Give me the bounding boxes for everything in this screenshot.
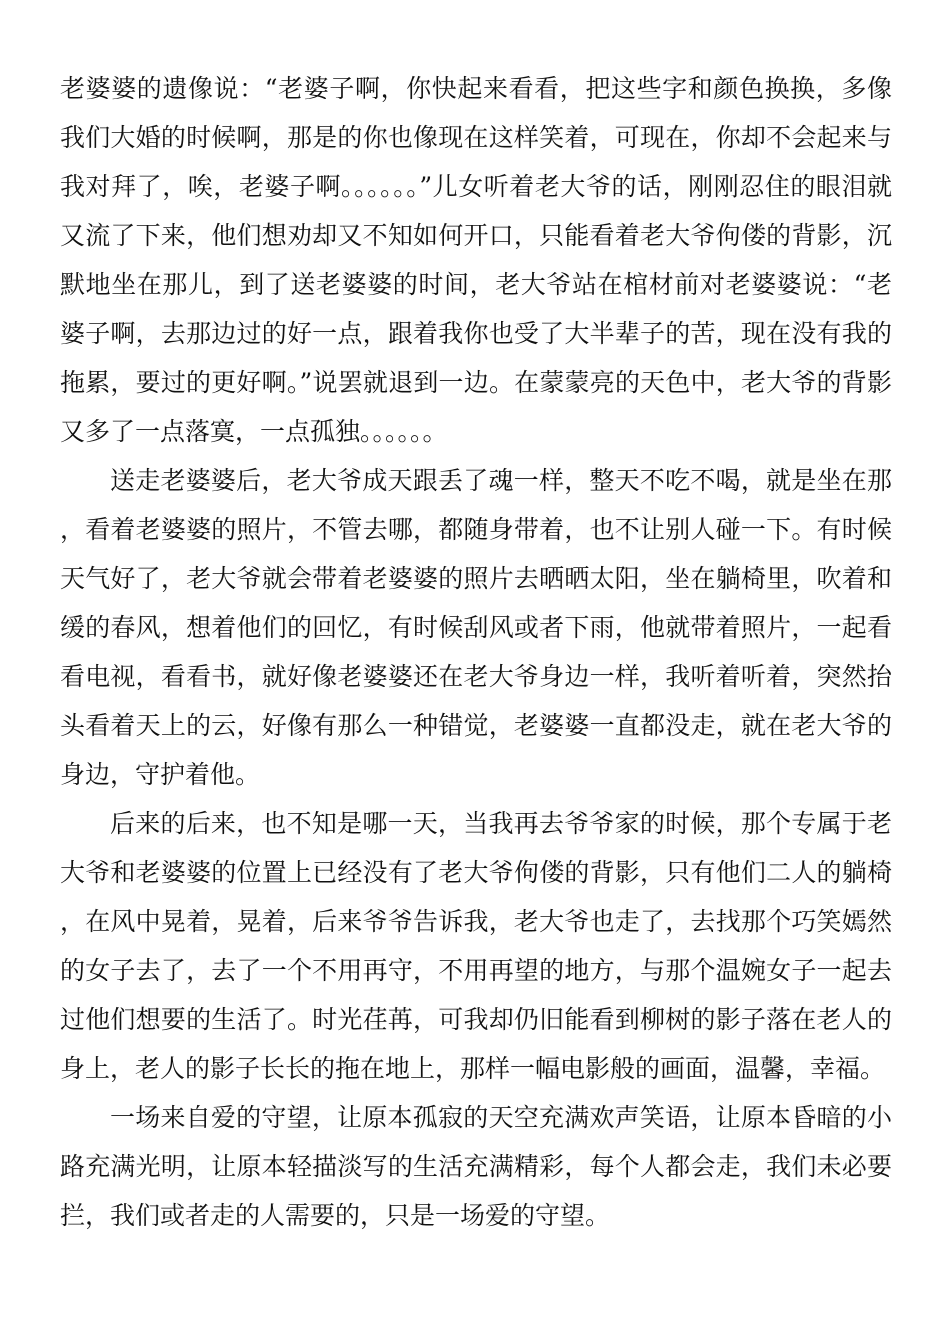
- document-body: [60, 64, 892, 1240]
- paragraph: 后来的后来，也不知是哪一天，当我再去爷爷家的时候，那个专属于老大爷和老婆婆的位置上已经没有了老大爷佝偻的背影，只有他们二人的躺椅，在风中晃着，晃着，后来爷爷告诉我，老大爷也走了，去找那个巧笑嫣然的女子去了，去了一个不用再守，不用再望的地方，与那个温婉女子一起去过他们想要的生活了。时光荏苒，可我却仍旧能看到柳树的影子落在老人的身上，老人的影子长长的拖在地上，那样一幅电影般的画面，温馨，幸福。: [60, 809, 892, 1083]
- paragraph: 一场来自爱的守望，让原本孤寂的天空充满欢声笑语，让原本昏暗的小路充满光明，让原本轻描淡写的生活充满精彩，每个人都会走，我们未必要拦，我们或者走的人需要的，只是一场爱的守望。: [60, 1103, 892, 1230]
- paragraph: 送走老婆婆后，老大爷成天跟丢了魂一样，整天不吃不喝，就是坐在那，看着老婆婆的照片，不管去哪，都随身带着，也不让别人碰一下。有时候天气好了，老大爷就会带着老婆婆的照片去晒晒太阳，坐在躺椅里，吹着和缓的春风，想着他们的回忆，有时候刮风或者下雨，他就带着照片，一起看看电视，看看书，就好像老婆婆还在老大爷身边一样，我听着听着，突然抬头看着天上的云，好像有那么一种错觉，老婆婆一直都没走，就在老大爷的身边，守护着他。: [60, 466, 892, 789]
- paragraph-continued: 老婆婆的遗像说：“老婆子啊，你快起来看看，把这些字和颜色换换，多像我们大婚的时候啊，那是的你也像现在这样笑着，可现在，你却不会起来与我对拜了，唉，老婆子啊。。。。。。”儿女听着老大爷的话，刚刚忍住的眼泪就又流了下来，他们想劝却又不知如何开口，只能看着老大爷佝偻的背影，沉默地坐在那儿，到了送老婆婆的时间，老大爷站在棺材前对老婆婆说：“老婆子啊，去那边过的好一点，跟着我你也受了大半辈子的苦，现在没有我的拖累，要过的更好啊。”说罢就退到一边。在蒙蒙亮的天色中，老大爷的背影又多了一点落寞，一点孤独。。。。。。: [60, 74, 892, 446]
